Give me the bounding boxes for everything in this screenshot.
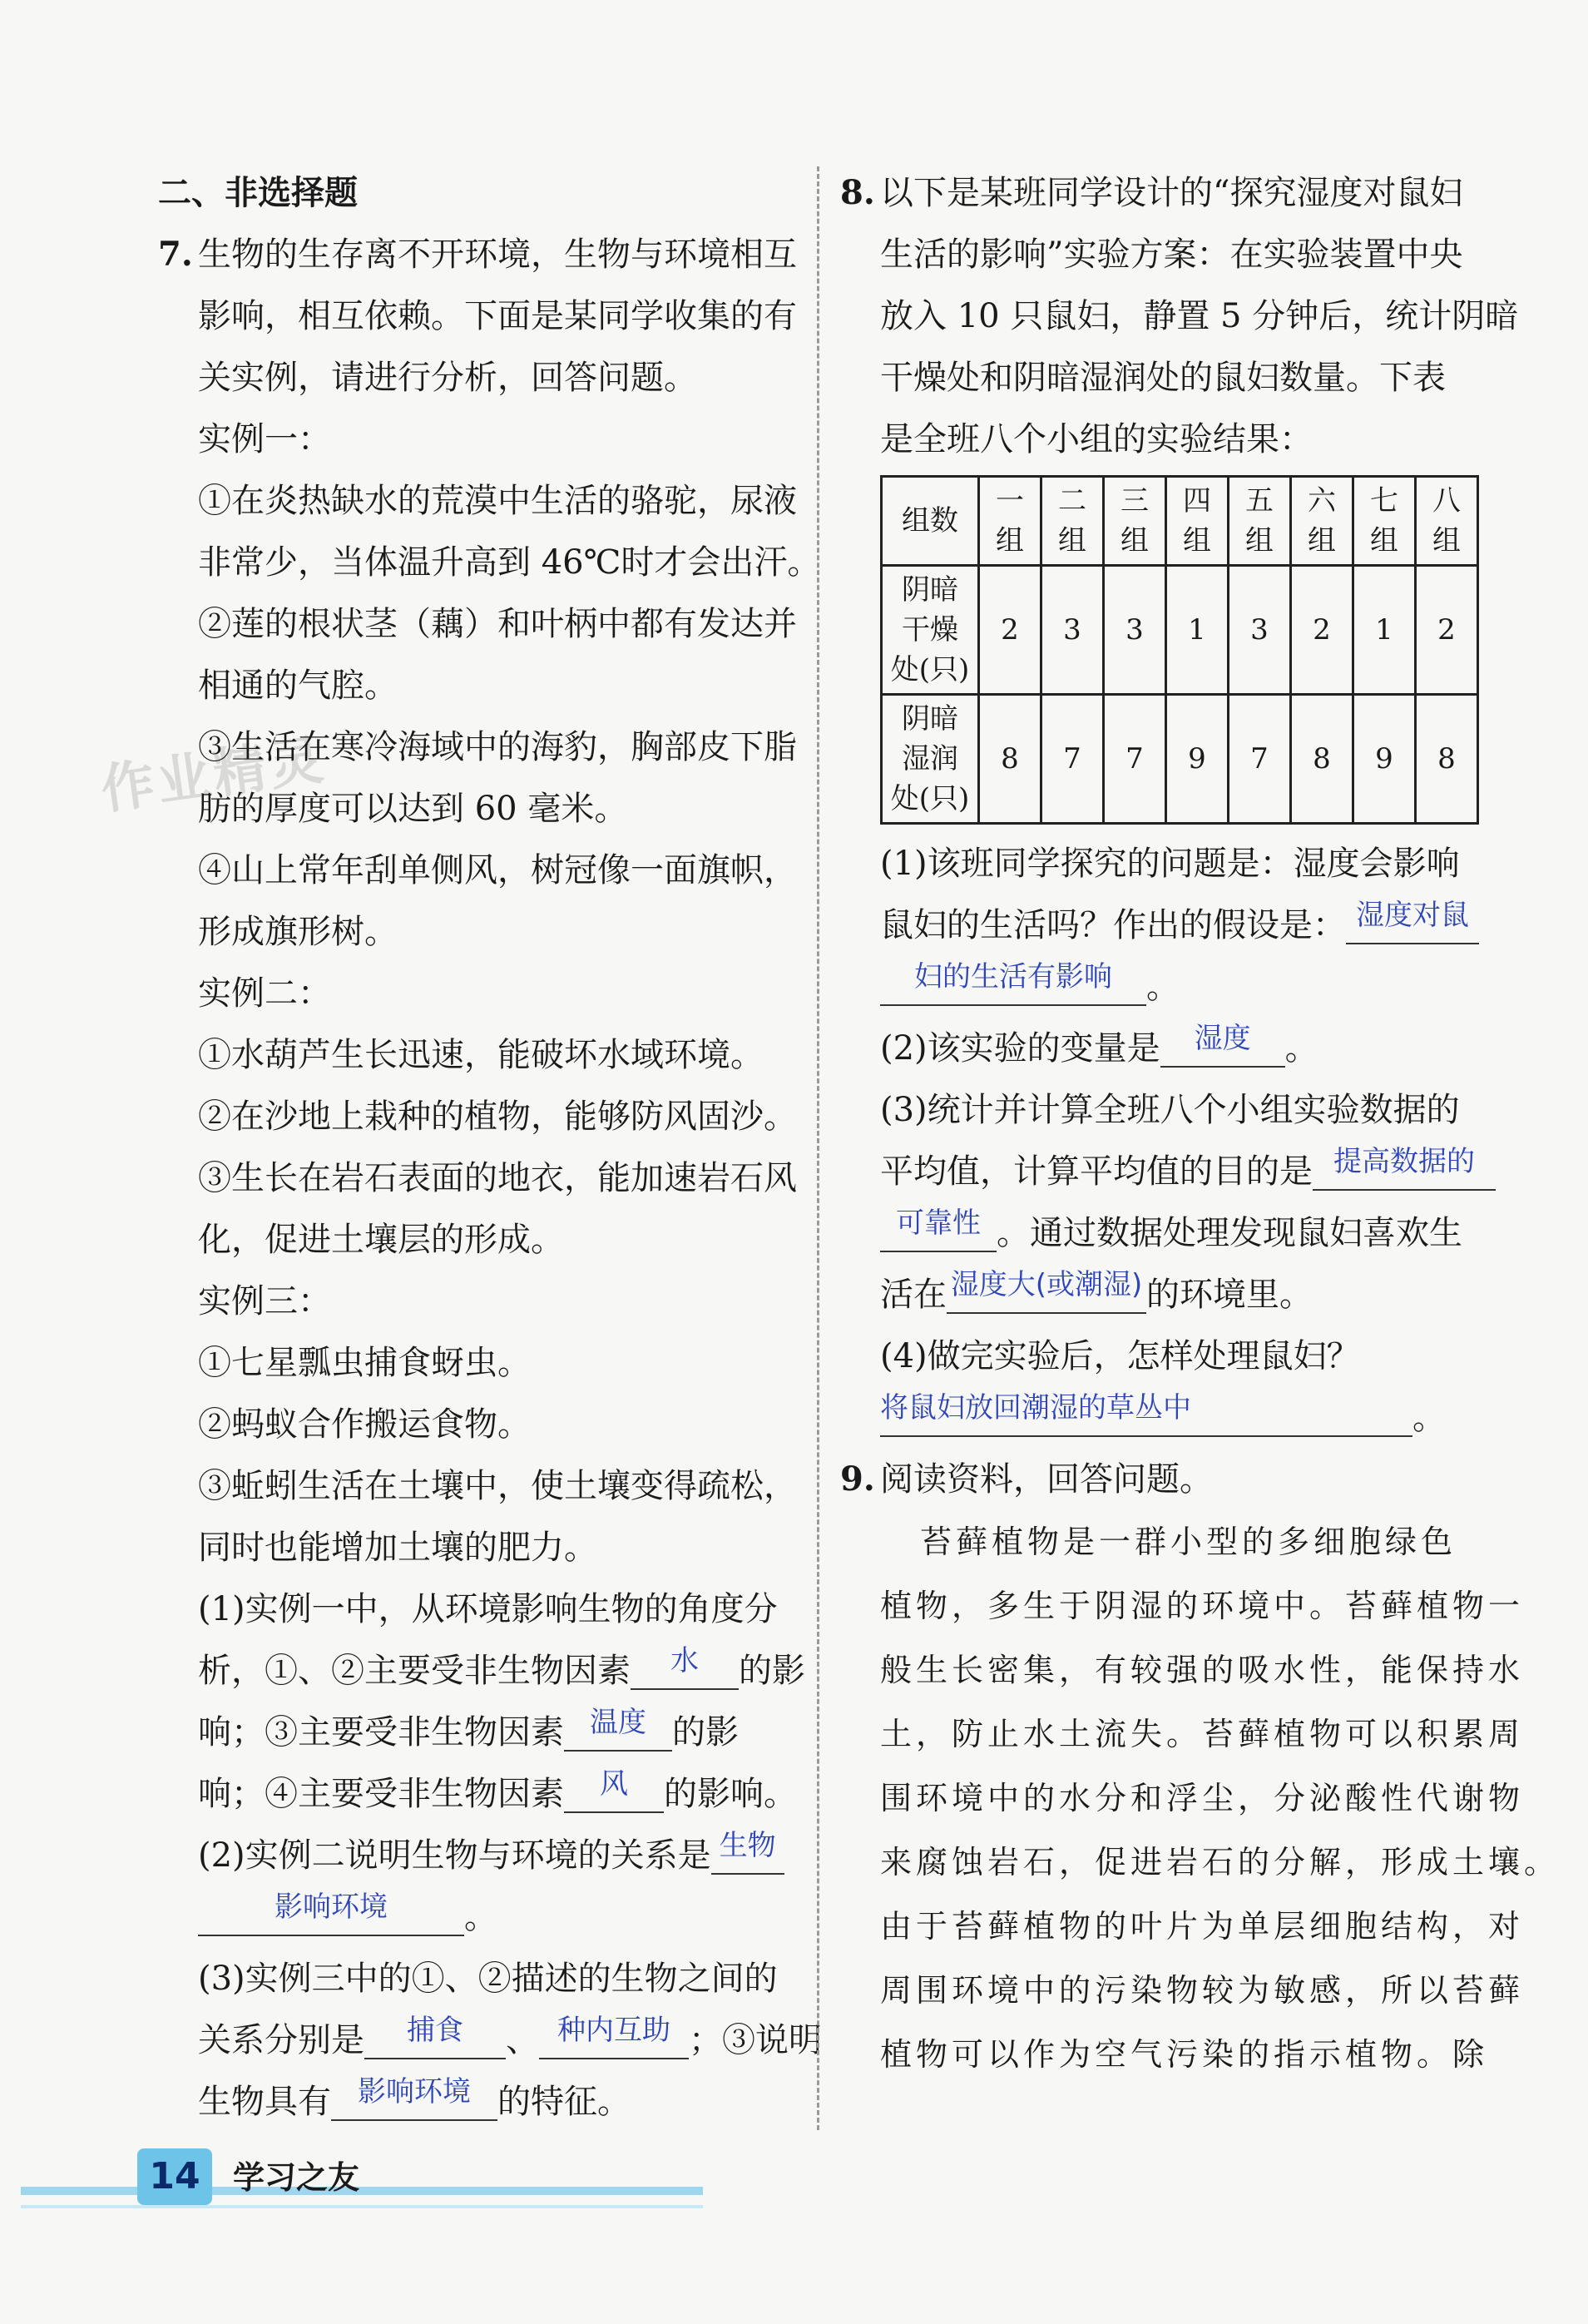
answer-text: 影响环境 bbox=[275, 1890, 388, 1924]
footer-bar-thin bbox=[21, 2205, 703, 2208]
q7-sub1-text: 响；③主要受非生物因素 bbox=[198, 1713, 564, 1752]
example-1-line: ③生活在寒冷海域中的海豹，胸部皮下脂 bbox=[198, 728, 797, 766]
example-1-title: 实例一： bbox=[198, 420, 331, 458]
q8-sub2-text: (2)该实验的变量是 bbox=[880, 1029, 1160, 1068]
reading-line: 植物可以作为空气污染的指示植物。除 bbox=[880, 2036, 1489, 2073]
q7-sub1-text: 析，①、②主要受非生物因素 bbox=[198, 1652, 631, 1690]
answer-text: 影响环境 bbox=[358, 2075, 471, 2108]
q8-sub1-text: 鼠妇的生活吗？作出的假设是： bbox=[880, 906, 1346, 944]
table-cell: 9 bbox=[1166, 695, 1229, 824]
table-cell: 2 bbox=[1291, 566, 1353, 695]
results-table bbox=[880, 475, 1479, 825]
answer-blank-predation[interactable] bbox=[364, 2009, 506, 2059]
q8-intro-line: 放入 10 只鼠妇，静置 5 分钟后，统计阴暗 bbox=[880, 297, 1519, 335]
q8-sub3-text: 的环境里。 bbox=[1146, 1276, 1313, 1314]
answer-blank-variable[interactable] bbox=[1160, 1018, 1285, 1068]
answer-blank-relation-1[interactable] bbox=[711, 1825, 784, 1875]
q8-intro-line: 生活的影响”实验方案：在实验装置中央 bbox=[880, 235, 1463, 274]
right-column bbox=[840, 162, 1561, 2087]
answer-text: 风 bbox=[600, 1767, 628, 1801]
example-2-line: 化，促进土壤层的形成。 bbox=[198, 1221, 564, 1259]
table-group-header: 四 组 bbox=[1166, 477, 1229, 566]
table-cell: 3 bbox=[1229, 566, 1291, 695]
example-3-line: ②蚂蚁合作搬运食物。 bbox=[198, 1405, 531, 1444]
example-1-line: ②莲的根状茎（藕）和叶柄中都有发达并 bbox=[198, 605, 797, 643]
answer-blank-cooperation[interactable] bbox=[539, 2009, 689, 2059]
example-1-line: 非常少，当体温升高到 46℃时才会出汗。 bbox=[198, 543, 821, 582]
q8-sub3-text: 。通过数据处理发现鼠妇喜欢生 bbox=[997, 1214, 1462, 1252]
answer-text: 湿度 bbox=[1194, 1022, 1251, 1055]
answer-text: 提高数据的 bbox=[1333, 1145, 1475, 1178]
answer-text: 湿度大(或潮湿) bbox=[950, 1268, 1143, 1301]
answer-blank-purpose-1[interactable] bbox=[1313, 1141, 1496, 1191]
answer-blank-environment[interactable] bbox=[947, 1264, 1146, 1314]
answer-blank-water[interactable] bbox=[631, 1640, 739, 1690]
q9-title: 阅读资料，回答问题。 bbox=[880, 1460, 1213, 1499]
answer-text: 生物 bbox=[719, 1829, 776, 1862]
example-1-line: 相通的气腔。 bbox=[198, 666, 398, 705]
answer-blank-relation-2[interactable] bbox=[198, 1886, 464, 1936]
q7-sub3-text: 生物具有 bbox=[198, 2083, 331, 2121]
q7-sub3-sep: 、 bbox=[506, 2021, 539, 2059]
table-group-header: 二 组 bbox=[1041, 477, 1104, 566]
q7-sub1-line: (1)实例一中，从环境影响生物的角度分 bbox=[198, 1590, 778, 1628]
table-group-header: 七 组 bbox=[1353, 477, 1416, 566]
table-group-header: 一 组 bbox=[979, 477, 1041, 566]
example-2-line: ③生长在岩石表面的地衣，能加速岩石风 bbox=[198, 1159, 797, 1197]
table-cell: 9 bbox=[1353, 695, 1416, 824]
example-1-line: ④山上常年刮单侧风，树冠像一面旗帜， bbox=[198, 851, 797, 889]
table-group-header: 六 组 bbox=[1291, 477, 1353, 566]
reading-passage bbox=[840, 1510, 1561, 2087]
page-number: 14 bbox=[137, 2148, 212, 2205]
example-2-title: 实例二： bbox=[198, 974, 331, 1013]
answer-text: 可靠性 bbox=[896, 1207, 981, 1240]
example-3-line: 同时也能增加土壤的肥力。 bbox=[198, 1529, 597, 1567]
example-3-line: ③蚯蚓生活在土壤中，使土壤变得疏松， bbox=[198, 1467, 797, 1505]
q7-sub2-text: (2)实例二说明生物与环境的关系是 bbox=[198, 1836, 711, 1875]
book-title: 学习之友 bbox=[233, 2158, 360, 2196]
q7-sub3-text: 的特征。 bbox=[497, 2083, 631, 2121]
answer-text: 水 bbox=[670, 1644, 699, 1677]
reading-line: 土，防止水土流失。苔藓植物可以积累周 bbox=[880, 1716, 1525, 1752]
q8-sub3-text: 平均值，计算平均值的目的是 bbox=[880, 1152, 1313, 1191]
footer-bar bbox=[21, 2187, 703, 2195]
table-cell: 3 bbox=[1104, 566, 1166, 695]
table-cell: 7 bbox=[1229, 695, 1291, 824]
table-group-header: 五 组 bbox=[1229, 477, 1291, 566]
answer-blank-handling[interactable] bbox=[880, 1387, 1412, 1437]
answer-text: 温度 bbox=[590, 1706, 646, 1739]
reading-line: 周围环境中的污染物较为敏感，所以苔藓 bbox=[880, 1972, 1525, 2009]
q7-sub3-line: (3)实例三中的①、②描述的生物之间的 bbox=[198, 1960, 778, 1998]
q7-sub3-text: 关系分别是 bbox=[198, 2021, 364, 2059]
table-row-humid bbox=[882, 695, 1478, 824]
table-cell: 2 bbox=[979, 566, 1041, 695]
answer-blank-wind[interactable] bbox=[564, 1763, 664, 1813]
reading-line: 来腐蚀岩石，促进岩石的分解，形成土壤。 bbox=[880, 1844, 1561, 1881]
q8-intro-line: 干燥处和阴暗湿润处的鼠妇数量。下表 bbox=[880, 359, 1446, 397]
q7-sub1-text: 的影 bbox=[672, 1713, 739, 1752]
table-group-header: 三 组 bbox=[1104, 477, 1166, 566]
q8-sub3-line: (3)统计并计算全班八个小组实验数据的 bbox=[880, 1091, 1460, 1129]
table-cell: 1 bbox=[1353, 566, 1416, 695]
table-cell: 8 bbox=[979, 695, 1041, 824]
q8-sub4-line: (4)做完实验后，怎样处理鼠妇？ bbox=[880, 1337, 1360, 1375]
table-group-header: 八 组 bbox=[1416, 477, 1478, 566]
answer-blank-purpose-2[interactable] bbox=[880, 1202, 997, 1252]
example-1-line: 形成旗形树。 bbox=[198, 913, 398, 951]
q8-sub1-end: 。 bbox=[1146, 968, 1180, 1006]
q7-sub1-text: 的影 bbox=[739, 1652, 805, 1690]
q7-intro-line: 生物的生存离不开环境，生物与环境相互 bbox=[198, 235, 797, 274]
table-row-dry bbox=[882, 566, 1478, 695]
table-cell: 1 bbox=[1166, 566, 1229, 695]
table-cell: 7 bbox=[1041, 695, 1104, 824]
table-cell: 8 bbox=[1291, 695, 1353, 824]
table-header-row bbox=[882, 477, 1478, 566]
answer-blank-hypothesis-1[interactable] bbox=[1346, 894, 1479, 944]
q8-intro-line: 以下是某班同学设计的“探究湿度对鼠妇 bbox=[880, 174, 1463, 212]
q7-sub3-text: ；③说明 bbox=[689, 2021, 822, 2059]
example-2-line: ②在沙地上栽种的植物，能够防风固沙。 bbox=[198, 1098, 797, 1136]
table-row-label: 阴暗 湿润 处(只) bbox=[882, 695, 979, 824]
q7-intro-line: 关实例，请进行分析，回答问题。 bbox=[198, 359, 697, 397]
table-header-label: 组数 bbox=[882, 477, 979, 566]
table-cell: 3 bbox=[1041, 566, 1104, 695]
answer-text: 捕食 bbox=[407, 2014, 463, 2047]
table-row-label: 阴暗 干燥 处(只) bbox=[882, 566, 979, 695]
example-1-line: 肪的厚度可以达到 60 毫米。 bbox=[198, 790, 628, 828]
answer-text: 妇的生活有影响 bbox=[914, 960, 1112, 994]
reading-line: 围环境中的水分和浮尘，分泌酸性代谢物 bbox=[880, 1780, 1525, 1816]
example-1-line: ①在炎热缺水的荒漠中生活的骆驼，尿液 bbox=[198, 482, 797, 520]
q7-sub2-end: 。 bbox=[464, 1898, 497, 1936]
table-cell: 8 bbox=[1416, 695, 1478, 824]
question-8-number: 8. bbox=[840, 173, 875, 212]
q8-sub4-end: 。 bbox=[1412, 1399, 1446, 1437]
q7-sub1-text: 的影响。 bbox=[664, 1775, 797, 1813]
q8-sub3-text: 活在 bbox=[880, 1276, 947, 1314]
column-divider bbox=[817, 166, 819, 2130]
q7-sub1-text: 响；④主要受非生物因素 bbox=[198, 1775, 564, 1813]
example-3-line: ①七星瓢虫捕食蚜虫。 bbox=[198, 1344, 531, 1382]
page-footer bbox=[21, 2130, 769, 2230]
answer-blank-temperature[interactable] bbox=[564, 1702, 672, 1752]
watermark: 作业精灵 bbox=[97, 729, 330, 822]
left-column bbox=[158, 162, 822, 2133]
example-2-line: ①水葫芦生长迅速，能破坏水域环境。 bbox=[198, 1036, 764, 1074]
reading-line: 般生长密集，有较强的吸水性，能保持水 bbox=[880, 1652, 1525, 1688]
question-7-number: 7. bbox=[158, 235, 193, 274]
question-9-number: 9. bbox=[840, 1459, 875, 1499]
q7-intro-line: 影响，相互依赖。下面是某同学收集的有 bbox=[198, 297, 797, 335]
answer-blank-hypothesis-2[interactable] bbox=[880, 956, 1146, 1006]
table-cell: 2 bbox=[1416, 566, 1478, 695]
q8-sub2-end: 。 bbox=[1284, 1029, 1318, 1068]
q8-intro-line: 是全班八个小组的实验结果： bbox=[880, 420, 1313, 458]
table-cell: 7 bbox=[1104, 695, 1166, 824]
reading-line: 由于苔藓植物的叶片为单层细胞结构，对 bbox=[880, 1908, 1525, 1945]
answer-text: 将鼠妇放回潮湿的草丛中 bbox=[880, 1391, 1191, 1425]
answer-blank-feature[interactable] bbox=[331, 2071, 497, 2121]
example-3-title: 实例三： bbox=[198, 1282, 331, 1321]
reading-line: 植物，多生于阴湿的环境中。苔藓植物一 bbox=[880, 1588, 1525, 1624]
reading-line: 苔藓植物是一群小型的多细胞绿色 bbox=[920, 1524, 1457, 1560]
answer-text: 湿度对鼠 bbox=[1356, 899, 1469, 932]
section-title: 二、非选择题 bbox=[158, 173, 358, 212]
answer-text: 种内互助 bbox=[557, 2014, 670, 2047]
q8-sub1-line: (1)该班同学探究的问题是：湿度会影响 bbox=[880, 845, 1460, 883]
